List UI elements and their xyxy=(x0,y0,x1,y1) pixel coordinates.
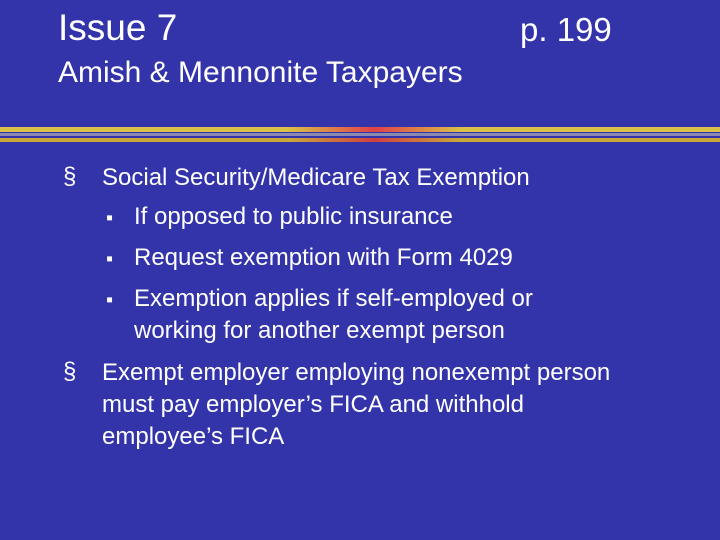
divider-rule-bottom xyxy=(0,138,720,142)
slide-subtitle: Amish & Mennonite Taxpayers xyxy=(58,56,463,89)
sub-bullet-text: Request exemption with Form 4029 xyxy=(134,244,513,271)
slide-title: Issue 7 xyxy=(58,7,178,48)
bullet-text: Social Security/Medicare Tax Exemption xyxy=(102,164,530,191)
bullet-marker: § xyxy=(63,358,77,385)
bullet-text: Exempt employer employing nonexempt person must pay employer’s FICA and withhold employee’s FICA xyxy=(102,359,611,450)
sub-bullet-marker: ▪ xyxy=(106,289,114,311)
sub-bullet-marker: ▪ xyxy=(106,248,114,270)
divider-rule-middle xyxy=(0,133,720,136)
sub-bullet-text: Exemption applies if self-employed or working for another exempt person xyxy=(134,285,533,344)
page-reference: p. 199 xyxy=(520,11,612,48)
sub-bullet-text: If opposed to public insurance xyxy=(134,203,453,230)
divider-rule-top xyxy=(0,127,720,132)
bullet-marker: § xyxy=(63,163,77,190)
sub-bullet-marker: ▪ xyxy=(106,207,114,229)
